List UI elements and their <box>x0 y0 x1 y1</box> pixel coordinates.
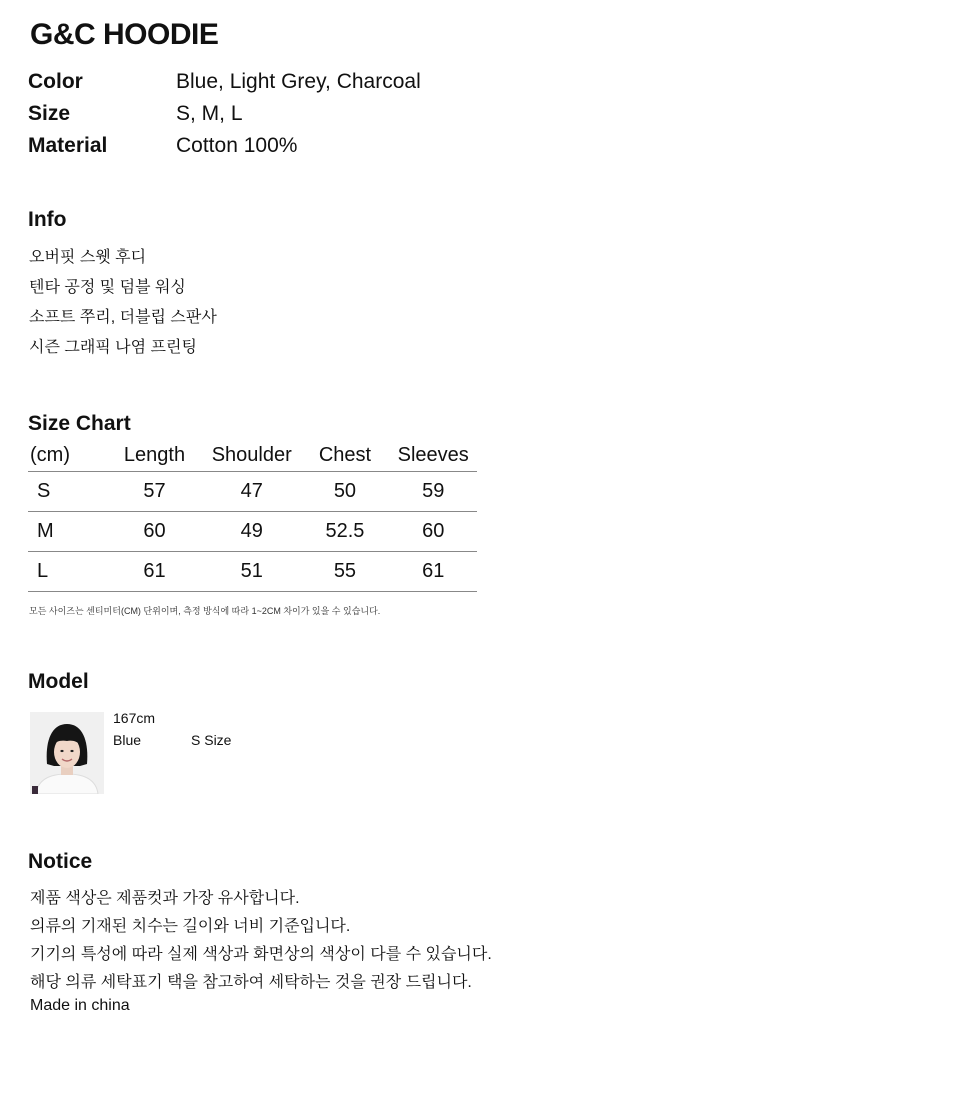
size-cell: L <box>28 552 106 592</box>
chest-cell: 55 <box>300 552 389 592</box>
notice-heading: Notice <box>28 850 93 873</box>
length-cell: 61 <box>106 552 203 592</box>
info-line: 시즌 그래픽 나염 프린팅 <box>29 339 197 356</box>
info-line: 오버핏 스웻 후디 <box>29 249 147 266</box>
sleeves-cell: 60 <box>389 512 477 552</box>
spec-value-material: Cotton 100% <box>176 134 298 157</box>
spec-value-color: Blue, Light Grey, Charcoal <box>176 70 421 93</box>
spec-value-size: S, M, L <box>176 102 243 125</box>
model-portrait-icon <box>30 712 104 794</box>
model-heading: Model <box>28 670 89 693</box>
table-row <box>28 512 477 552</box>
size-cell: M <box>28 512 106 552</box>
size-chart-table <box>28 440 477 592</box>
shoulder-cell: 51 <box>203 552 301 592</box>
shoulder-cell: 49 <box>203 512 301 552</box>
model-color: Blue <box>113 732 142 748</box>
info-heading: Info <box>28 208 67 231</box>
info-line: 텐타 공정 및 덤블 워싱 <box>29 279 186 296</box>
notice-line: 의류의 기재된 치수는 길이와 너비 기준입니다. <box>30 918 351 935</box>
size-chart-header-row <box>28 440 477 472</box>
notice-line: 기기의 특성에 따라 실제 색상과 화면상의 색상이 다를 수 있습니다. <box>30 946 492 963</box>
spec-label-color: Color <box>28 70 83 93</box>
length-cell: 57 <box>106 472 203 512</box>
shoulder-cell: 47 <box>203 472 301 512</box>
chest-cell: 50 <box>300 472 389 512</box>
table-row <box>28 552 477 592</box>
model-portrait-image <box>30 712 104 794</box>
size-cell: S <box>28 472 106 512</box>
model-size: S Size <box>191 732 232 748</box>
sleeves-cell: 59 <box>389 472 477 512</box>
size-chart-header-length: Length <box>106 440 203 472</box>
notice-line: 해당 의류 세탁표기 택을 참고하여 세탁하는 것을 권장 드립니다. <box>30 974 472 991</box>
size-chart-header-chest: Chest <box>300 440 389 472</box>
size-chart-header-shoulder: Shoulder <box>203 440 301 472</box>
spec-label-material: Material <box>28 134 108 157</box>
info-line: 소프트 쭈리, 더블립 스판사 <box>29 309 217 326</box>
product-title: G&C HOODIE <box>30 18 219 51</box>
length-cell: 60 <box>106 512 203 552</box>
size-chart-heading: Size Chart <box>28 412 131 435</box>
spec-label-size: Size <box>28 102 71 125</box>
size-chart-header-unit: (cm) <box>28 440 106 472</box>
notice-line: 제품 색상은 제품컷과 가장 유사합니다. <box>30 890 300 907</box>
model-height: 167cm <box>113 710 156 726</box>
table-row <box>28 472 477 512</box>
sleeves-cell: 61 <box>389 552 477 592</box>
size-chart-note: 모든 사이즈는 센티미터(CM) 단위이며, 측정 방식에 따라 1~2CM 차이가 있을 수 있습니다. <box>29 606 381 616</box>
chest-cell: 52.5 <box>300 512 389 552</box>
size-chart-header-sleeves: Sleeves <box>389 440 477 472</box>
notice-line: Made in china <box>30 997 130 1014</box>
